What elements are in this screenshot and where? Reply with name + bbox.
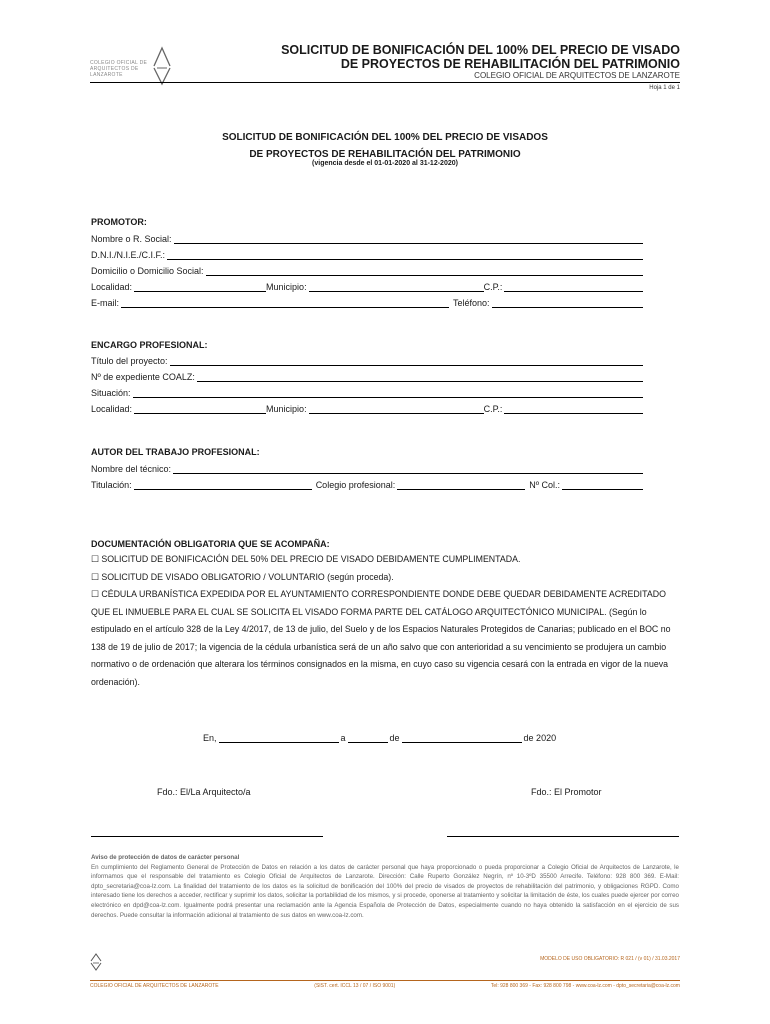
field-label: Domicilio o Domicilio Social: (91, 266, 204, 276)
field-label: Municipio: (266, 404, 307, 414)
field-label: Título del proyecto: (91, 356, 168, 366)
logo-small-line: COLEGIO OFICIAL DE (90, 60, 148, 66)
header-title-line2: DE PROYECTOS DE REHABILITACIÓN DEL PATRIMONIO (340, 57, 680, 71)
promotor-domicilio-row (91, 262, 643, 276)
municipio-field[interactable] (309, 404, 484, 414)
doc-item (91, 551, 681, 569)
doc-item-text: SOLICITUD DE BONIFICACIÓN DEL 50% DEL PRECIO DE VISADO DEBIDAMENTE CUMPLIMENTADA. (101, 554, 521, 564)
field-label: Municipio: (266, 282, 307, 292)
small-logo-icon (90, 953, 102, 971)
telefono-field[interactable] (492, 298, 643, 308)
field-label: Teléfono: (453, 298, 490, 308)
firma-promotor-label: Fdo.: El Promotor (531, 787, 602, 797)
logo-small-line: LANZAROTE (90, 72, 123, 78)
cp-field[interactable] (504, 404, 643, 414)
document-title (0, 129, 770, 163)
email-field[interactable] (121, 298, 449, 308)
field-label: Situación: (91, 388, 131, 398)
logo-small-text (90, 60, 147, 78)
checkbox-icon[interactable]: ☐ (91, 554, 99, 564)
aviso-proteccion-datos (91, 853, 679, 920)
field-label: Nombre del técnico: (91, 464, 172, 474)
logo-small-line: ARQUITECTOS DE (90, 66, 139, 72)
encargo-situacion-row (91, 384, 643, 398)
domicilio-field[interactable] (206, 266, 643, 276)
cp-field[interactable] (504, 282, 643, 292)
autor-nombre-row (91, 460, 643, 474)
coalz-logo (90, 46, 190, 86)
encargo-expediente-row (91, 368, 643, 382)
municipio-field[interactable] (309, 282, 484, 292)
encargo-heading: ENCARGO PROFESIONAL: (91, 340, 208, 350)
header-rule (90, 82, 680, 83)
document-title-line1: SOLICITUD DE BONIFICACIÓN DEL 100% DEL PRECIO DE VISADOS (222, 132, 548, 143)
field-label: C.P.: (483, 282, 503, 292)
field-label: Localidad: (91, 404, 133, 414)
promotor-nombre-row (91, 230, 643, 244)
situacion-field[interactable] (133, 388, 643, 398)
titulacion-field[interactable] (134, 480, 312, 490)
header-subtitle: COLEGIO OFICIAL DE ARQUITECTOS DE LANZAROTE (474, 71, 680, 80)
titulo-field[interactable] (170, 356, 643, 366)
field-label: C.P.: (483, 404, 503, 414)
aviso-body: En cumplimiento del Reglamento General de Protección de Datos en relación a los datos de carácter personal que haya proporcionado o pueda proporcionar a Colegio Oficial de Arquitectos de Lanzarote, le informamos que el responsable del tratamiento es Colegio Oficial de Arquitectos de Lanzarote. Dirección: Calle Ruperto González Negrín, nº 10-3ºD 35500 Arrecife. Teléfono: 928 800 369. E-Mail: dpto_secretaria@coa-lz.com. La finalidad del tratamiento de los datos es la solicitud de bonificación del 100% del precio de visados de proyectos de rehabilitación del patrimonio, y obligaciones RGPD. Como interesado tiene los derechos a acceder, rectificar y suprimir los datos, solicitar la portabilidad de los mismos, y si procede, oponerse al tratamiento y solicitar la limitación de éste, los cuales puede ejercer por correo electrónico en dpd@coa-lz.com. Igualmente podrá presentar una reclamación ante la Agencia Española de Protección de Datos, especialmente cuando no haya obtenido la satisfacción en el ejercicio de sus derechos. Puede consultar la información adicional al tratamiento de sus datos en www.coa-lz.com. (91, 863, 679, 919)
nombre-field[interactable] (174, 234, 643, 244)
field-label: Nº Col.: (529, 480, 561, 490)
encargo-localidad-row (91, 400, 643, 414)
header-title-line1: SOLICITUD DE BONIFICACIÓN DEL 100% DEL PRECIO DE VISADO (281, 43, 680, 57)
documentacion-heading: DOCUMENTACIÓN OBLIGATORIA QUE SE ACOMPAÑA: (91, 539, 330, 549)
footer (90, 983, 680, 989)
vigencia: (vigencia desde el 01-01-2020 al 31-12-2020) (312, 160, 458, 167)
documentacion-list (91, 551, 681, 691)
field-label: Titulación: (91, 480, 132, 490)
encargo-titulo-row (91, 352, 643, 366)
firma-promotor-line[interactable] (447, 836, 679, 837)
ncol-field[interactable] (562, 480, 643, 490)
mes-field[interactable] (402, 733, 522, 743)
firma-arquitecto-label: Fdo.: El/La Arquitecto/a (157, 787, 251, 797)
en-label: En, (203, 733, 217, 743)
logo-mark-icon (150, 46, 190, 86)
doc-item (91, 586, 681, 691)
fecha-row (203, 733, 556, 743)
field-label: Nº de expediente COALZ: (91, 372, 195, 382)
autor-heading: AUTOR DEL TRABAJO PROFESIONAL: (91, 447, 260, 457)
modelo-label: MODELO DE USO OBLIGATORIO: R 021 / (v 01) / 31.03.2017 (540, 956, 680, 962)
expediente-field[interactable] (197, 372, 643, 382)
header-title (281, 43, 680, 71)
localidad-field[interactable] (134, 282, 266, 292)
field-label: Localidad: (91, 282, 133, 292)
checkbox-icon[interactable]: ☐ (91, 571, 99, 582)
firma-arquitecto-line[interactable] (91, 836, 323, 837)
field-label: Nombre o R. Social: (91, 234, 172, 244)
field-label: D.N.I./N.I.E./C.I.F.: (91, 250, 166, 260)
page-number: Hoja 1 de 1 (649, 85, 680, 91)
checkbox-icon[interactable]: ☐ (91, 589, 99, 599)
footer-contacto: Tel: 928 800 369 - Fax: 928 800 798 - www.coa-lz.com - dpto_secretaria@coa-lz.com (490, 983, 680, 989)
a-label: a (340, 733, 346, 743)
field-label: E-mail: (91, 298, 120, 308)
colegio-field[interactable] (397, 480, 525, 490)
field-label: Colegio profesional: (315, 480, 396, 490)
doc-item (91, 569, 681, 587)
doc-item-text: SOLICITUD DE VISADO OBLIGATORIO / VOLUNTARIO (según proceda). (101, 571, 394, 582)
dia-field[interactable] (348, 733, 388, 743)
promotor-heading: PROMOTOR: (91, 217, 147, 227)
footer-sist: (SIST. cert. ICCL 13 / 07 / ISO 9001) (314, 983, 396, 989)
lugar-field[interactable] (219, 733, 339, 743)
doc-item-text: CÉDULA URBANÍSTICA EXPEDIDA POR EL AYUNTAMIENTO CORRESPONDIENTE DONDE DEBE QUEDAR DEBIDAMENTE ACREDITADO QUE EL INMUEBLE PARA EL CUAL SE SOLICITA EL VISADO FORMA PARTE DEL CATÁLOGO ARQUITECTÓNICO MUNICIPAL. (Según lo estipulado en el artículo 328 de la Ley 4/2017, de 13 de julio, del Suelo y de los Espacios Naturales Protegidos de Canarias; publicado en el BOC no 138 de 19 de julio de 2017; la vigencia de la cédula urbanística será de un año salvo que con anterioridad a su vencimiento se produjera un cambio normativo o de ordenación que alterara los términos consignados en la misma, en cuyo caso su vigencia cesará con la entrada en vigor de la nueva ordenación). (91, 589, 671, 687)
promotor-localidad-row (91, 278, 643, 292)
autor-titulacion-row (91, 476, 643, 490)
document-title-line2: DE PROYECTOS DE REHABILITACIÓN DEL PATRIMONIO (249, 149, 521, 160)
promotor-email-row (91, 294, 643, 308)
year-label: de 2020 (523, 733, 557, 743)
footer-colegio: COLEGIO OFICIAL DE ARQUITECTOS DE LANZAROTE (90, 983, 219, 989)
footer-rule (90, 980, 680, 981)
dni-field[interactable] (167, 250, 643, 260)
de-label: de (389, 733, 400, 743)
aviso-heading: Aviso de protección de datos de carácter personal (91, 854, 240, 861)
tecnico-field[interactable] (173, 464, 643, 474)
promotor-dni-row (91, 246, 643, 260)
localidad-field[interactable] (134, 404, 266, 414)
